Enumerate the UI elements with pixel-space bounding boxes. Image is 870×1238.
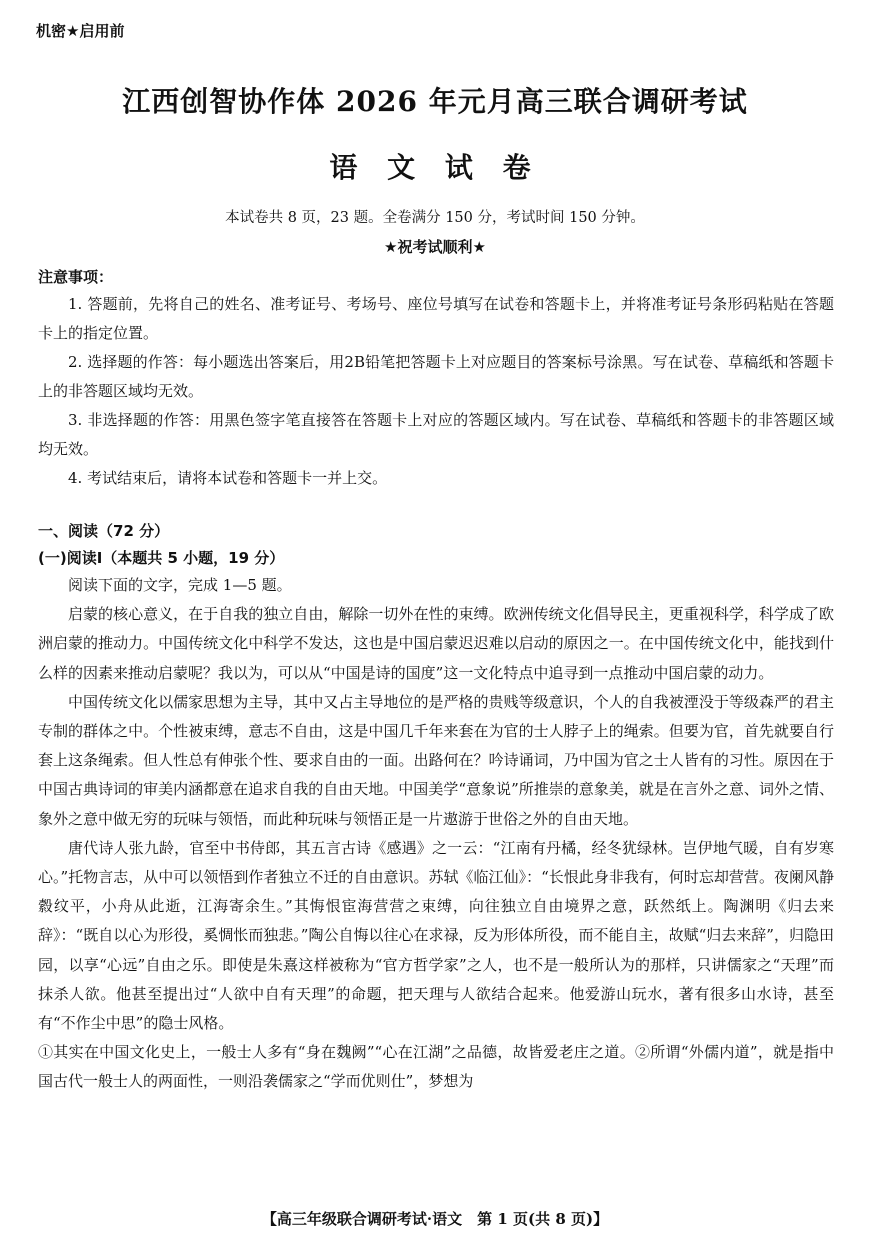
good-luck-line: ★祝考试顺利★ (384, 238, 486, 256)
passage-paragraph: 唐代诗人张九龄，官至中书侍郎，其五言古诗《感遇》之一云：“江南有丹橘，经冬犹绿林。岂伊地气暖，自有岁寒心。”托物言志，从中可以领悟到作者独立不迁的自由意识。苏轼《临江仙》：“长恨此身非我有，何时忘却营营。夜阑风静縠纹平，小舟从此逝，江海寄余生。”其悔恨宦海营营之束缚，向往独立自由境界之意，跃然纸上。陶渊明《归去来辞》：“既自以心为形役，奚惆怅而独悲。”陶公自悔以往心在求禄，反为形体所役，而不能自主，故赋“归去来辞”，归隐田园，以享“心远”自由之乐。即使是朱熹这样被称为“官方哲学家”之人，也不是一般所认为的那样，只讲儒家之“天理”而抹杀人欲。他甚至提出过“人欲中自有天理”的命题，把天理与人欲结合起来。他爱游山玩水，著有很多山水诗，甚至有“不作尘中思”的隐士风格。 (38, 838, 834, 1033)
notice-item: 2. 选择题的作答：每小题选出答案后，用2B铅笔把答题卡上对应题目的答案标号涂黑。写在试卷、草稿纸和答题卡上的非答题区域均无效。 (38, 353, 834, 400)
passage-paragraph: 启蒙的核心意义，在于自我的独立自由，解除一切外在性的束缚。欧洲传统文化倡导民主，更重视科学，科学成了欧洲启蒙的推动力。中国传统文化中科学不发达，这也是中国启蒙迟迟难以启动的原因之一。在中国传统文化中，能找到什么样的因素来推动启蒙呢？我以为，可以从“中国是诗的国度”这一文化特点中追寻到一点推动中国启蒙的动力。 (38, 605, 834, 682)
passage-paragraph: ①其实在中国文化史上，一般士人多有“身在魏阙”“心在江湖”之品德，故皆爱老庄之道。②所谓“外儒内道”，就是指中国古代一般士人的两面性，一则沿袭儒家之“学而优则仕”，梦想为 (38, 1043, 834, 1091)
subsection-title: (一)阅读Ⅰ（本题共 5 小题，19 分） (38, 549, 285, 567)
notice-item: 3. 非选择题的作答：用黑色签字笔直接答在答题卡上对应的答题区域内。写在试卷、草稿纸和答题卡的非答题区域均无效。 (38, 411, 834, 458)
notice-list (38, 290, 834, 493)
notice-item: 1. 答题前，先将自己的姓名、准考证号、考场号、座位号填写在试卷和答题卡上，并将准考证号条形码粘贴在答题卡上的指定位置。 (38, 295, 834, 342)
reading-passage (38, 571, 834, 1097)
passage-paragraph: 中国传统文化以儒家思想为主导，其中又占主导地位的是严格的贵贱等级意识，个人的自我被湮没于等级森严的君主专制的群体之中。个性被束缚，意志不自由，这是中国几千年来套在为官的士人脖子上的绳索。但要为官，首先就要自行套上这条绳索。但人性总有伸张个性、要求自由的一面。出路何在？吟诗诵词，乃中国为官之士人皆有的习性。原因在于中国古典诗词的审美内涵都意在追求自我的自由天地。中国美学“意象说”所推崇的意象美，就是在言外之意、词外之情、象外之意中做无穷的玩味与领悟，而此种玩味与领悟正是一片遨游于世俗之外的自由天地。 (38, 692, 834, 828)
notice-title: 注意事项： (38, 268, 114, 286)
instruction-line: 阅读下面的文字，完成 1—5 题。 (68, 576, 292, 594)
exam-title: 江西创智协作体 2026 年元月高三联合调研考试 (122, 85, 748, 118)
notice-item: 4. 考试结束后，请将本试卷和答题卡一并上交。 (68, 469, 388, 487)
confidential-mark: 机密★启用前 (36, 22, 125, 40)
page-footer: 【高三年级联合调研考试·语文 第 1 页(共 8 页)】 (261, 1210, 609, 1228)
exam-subject: 语 文 试 卷 (329, 151, 541, 184)
section-title: 一、阅读（72 分） (38, 522, 170, 540)
exam-meta: 本试卷共 8 页，23 题。全卷满分 150 分，考试时间 150 分钟。 (225, 210, 645, 226)
